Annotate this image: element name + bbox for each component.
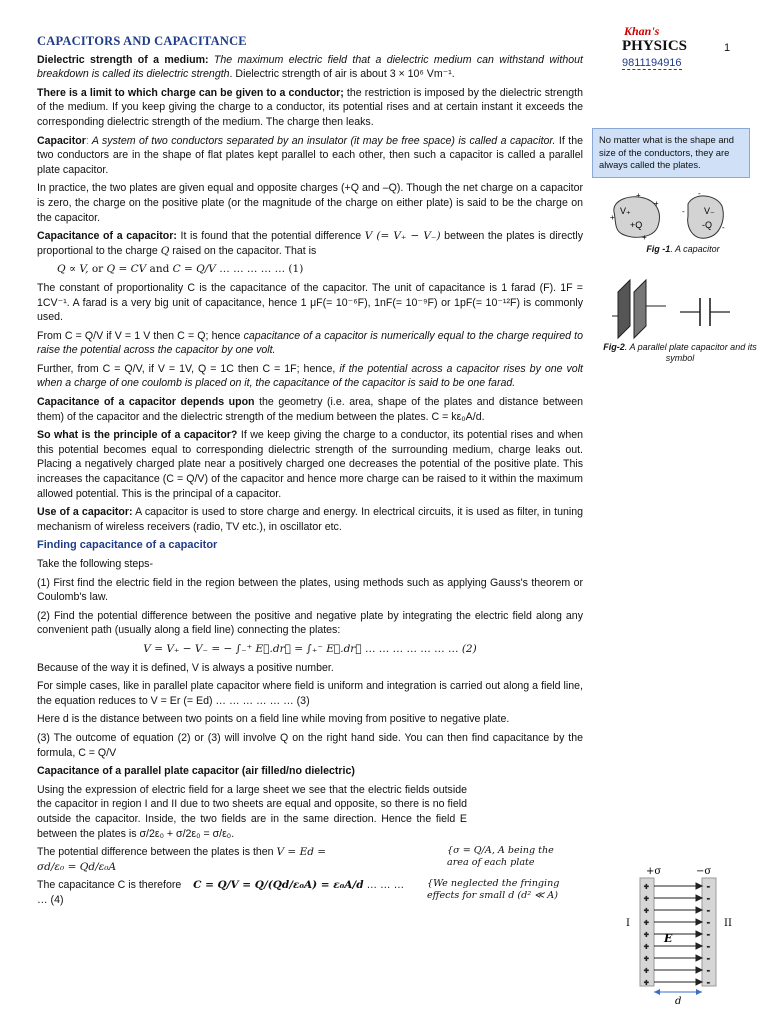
para-depends: Capacitance of a capacitor depends upon the geometry (i.e. area, shape of the plates and distance between them) of the capacitor and the dielectric strength of the medium between the plates. C = kε₀A/d.	[37, 396, 583, 423]
plus-charge: +	[644, 906, 649, 915]
equation-1: Q ∝ V, or Q = CV and C = Q/V … … … … … (1)	[57, 263, 304, 276]
para-step-2: (2) Find the potential difference between the positive and negative plate by integrating the electric field along any convenient path (usually along a field line) connecting the plates:	[37, 609, 583, 637]
qminus-label: -Q	[702, 220, 712, 230]
brand-name: PHYSICS	[622, 38, 688, 54]
field-arrowhead	[696, 931, 702, 937]
e-label: E	[664, 932, 673, 945]
page-number: 1	[724, 42, 731, 54]
brand-script: Khan's	[624, 24, 660, 38]
para-step-3: (3) The outcome of equation (2) or (3) will involve Q on the right hand side. You can then find capacitance by the formula, C = Q/V	[37, 731, 583, 759]
vplus-label: V₊	[620, 206, 631, 216]
region-2-label: II	[724, 918, 732, 929]
equation-2: V = V₊ − V₋ = − ∫₋⁺ E⃗.dr⃗ = ∫₊⁻ E⃗.dr⃗ … … … … … … … (2)	[143, 642, 477, 655]
field-arrowhead	[696, 883, 702, 889]
row-potential: The potential difference between the plates is then V = Ed = σd/ε₀ = Qd/ε₀A {σ = Q/A, A being the area of each plate	[37, 845, 554, 873]
plus-charge: +	[644, 966, 649, 975]
svg-text:-: -	[722, 223, 725, 232]
para-practice: In practice, the two plates are given equal and opposite charges (+Q and –Q). Though the net charge on a capacitor is zero, the charge on the positive plate (or the magnitude of the charge on either plate) is said to be the charge on the capacitor.	[37, 182, 583, 224]
svg-text:-: -	[698, 190, 701, 198]
minus-charge: -	[707, 930, 710, 939]
field-arrowhead	[696, 895, 702, 901]
plus-charge: +	[644, 894, 649, 903]
para-farad: Further, from C = Q/V, if V = 1V, Q = 1C then C = 1F; hence, if the potential across a capacitor rises by one volt when a charge of one coulomb is placed on it, the capacitance of the capacitor is said to be one farad.	[37, 362, 583, 390]
svg-text:-: -	[682, 207, 685, 216]
para-use: Use of a capacitor: A capacitor is used to store charge and energy. In electrical circuits, it is used as filter, in tuning mechanism of wireless receivers (radio, TV etc.), in oscillator etc.	[37, 506, 583, 533]
field-arrowhead	[696, 907, 702, 913]
figure-field-between-plates	[620, 862, 750, 1012]
row-capacitance: The capacitance C is therefore C = Q/V = Q/(Qd/ε₀A) = ε₀A/d … … … … (4) {We neglected the fringing effects for small d (d² ≪ A)	[37, 878, 560, 906]
para-principle: So what is the principle of a capacitor? If we keep giving the charge to a conductor, its potential rises and when this potential becomes equal to corresponding dielectric strength of the surrounding medium, charge leaks out. Placing a negatively charged plate near a positively charged one decreases the potential of the positive plate. This increases the capacitance (C = Q/V) of the capacitor and hence more charge can be raised to it within the maximum allowed potential. This is the principal of a capacitor.	[37, 429, 583, 500]
para-sheet-field: Using the expression of electric field for a large sheet we see that the electric fields outside the capacitor in region I and II due to two sheets are equal and opposite, so there is no field outside the capacitor. Inside, the two fields are in the same direction. Hence the field E between the plates is σ/2ε₀ + σ/2ε₀ = σ/ε₀.	[37, 783, 467, 840]
page-title: CAPACITORS AND CAPACITANCE	[37, 34, 247, 48]
minus-charge: -	[707, 966, 710, 975]
figure-parallel-plate	[612, 276, 742, 342]
para-capacitance: Capacitance of a capacitor: It is found that the potential difference V (= V₊ − V₋) between the plates is directly proportional to the charge Q raised on the capacitor. That is	[37, 230, 583, 257]
plus-charge: +	[644, 942, 649, 951]
minus-charge: -	[707, 906, 710, 915]
vminus-label: V₋	[704, 206, 715, 216]
brand-logo	[622, 24, 722, 71]
minus-charge: -	[707, 882, 710, 891]
sigma-minus-label: −σ	[696, 866, 712, 877]
plus-charge: +	[644, 954, 649, 963]
svg-text:+: +	[654, 199, 659, 208]
field-arrowhead	[696, 979, 702, 985]
figure-capacitor-blobs	[608, 190, 728, 246]
para-dielectric-strength: Dielectric strength of a medium: The maximum electric field that a dielectric medium can withstand without breakdown is called its dielectric strength. Dielectric strength of air is about 3 × 10⁶ Vm⁻¹.	[37, 53, 583, 81]
para-step-1: (1) First find the electric field in the region between the plates, using methods such as applying Gauss's theorem or Coulomb's law.	[37, 576, 583, 604]
para-capacitor-def: Capacitor: A system of two conductors separated by an insulator (it may be free space) is called a capacitor. If the two conductors are in the shape of flat plates kept parallel to each other, then such a capacitor is called a parallel plate capacitor.	[37, 134, 583, 176]
minus-charge: -	[707, 918, 710, 927]
para-unit: The constant of proportionality C is the capacitance of the capacitor. The unit of capacitance is 1 farad (F). 1F = 1CV⁻¹. A farad is a very big unit of capacitance, hence 1 μF(= 10⁻⁶F), 1nF(= 10⁻⁹F) or 1pF(= 10⁻¹²F) is commonly used.	[37, 281, 583, 324]
para-d-distance: Here d is the distance between two points on a field line while moving from positive to negative plate.	[37, 713, 510, 726]
main-column	[37, 34, 583, 907]
negative-conductor	[688, 196, 724, 238]
field-arrowhead	[696, 955, 702, 961]
plus-charge: +	[644, 918, 649, 927]
svg-text:+: +	[610, 213, 615, 222]
field-arrowhead	[696, 919, 702, 925]
field-arrowhead	[696, 943, 702, 949]
svg-text:+: +	[642, 233, 647, 242]
minus-charge: -	[707, 942, 710, 951]
para-from-c: From C = Q/V if V = 1 V then C = Q; hence capacitance of a capacitor is numerically equal to the charge required to raise the potential across the capacitor by one volt.	[37, 329, 583, 357]
para-positive: Because of the way it is defined, V is always a positive number.	[37, 661, 334, 674]
d-label: d	[675, 996, 682, 1007]
figure-1-caption: Fig -1. A capacitor	[646, 244, 720, 254]
para-charge-limit: There is a limit to which charge can be given to a conductor; the restriction is imposed by the dielectric strength of the medium. If you keep giving the charge to a conductor, its potential rises and at certain instant it exceeds the corresponding dielectric strength of the medium. The charge then leaks.	[37, 86, 583, 128]
figure-2-caption: Fig-2. A parallel plate capacitor and its symbol	[603, 342, 757, 363]
side-note-box: No matter what is the shape and size of the conductors, they are always called the plates.	[592, 128, 750, 178]
minus-charge: -	[707, 978, 710, 987]
qplus-label: +Q	[630, 220, 643, 230]
positive-conductor	[614, 197, 660, 238]
region-1-label: I	[626, 918, 630, 929]
plus-charge: +	[644, 930, 649, 939]
sigma-plus-label: +σ	[646, 866, 662, 877]
field-arrowhead	[696, 967, 702, 973]
plus-charge: +	[644, 978, 649, 987]
para-steps: Take the following steps-	[37, 558, 154, 570]
para-simple: For simple cases, like in parallel plate capacitor where field is uniform and integration is carried out along a field line, the equation reduces to V = Er (= Ed) … … … … … … (3)	[37, 680, 583, 707]
minus-charge: -	[707, 894, 710, 903]
brand-phone: 9811194916	[622, 57, 682, 69]
minus-charge: -	[707, 954, 710, 963]
section-heading-finding: Finding capacitance of a capacitor	[37, 539, 218, 552]
section-heading-parallel: Capacitance of a parallel plate capacitor (air filled/no dielectric)	[37, 765, 355, 778]
plus-charge: +	[644, 882, 649, 891]
svg-text:+: +	[636, 191, 641, 200]
